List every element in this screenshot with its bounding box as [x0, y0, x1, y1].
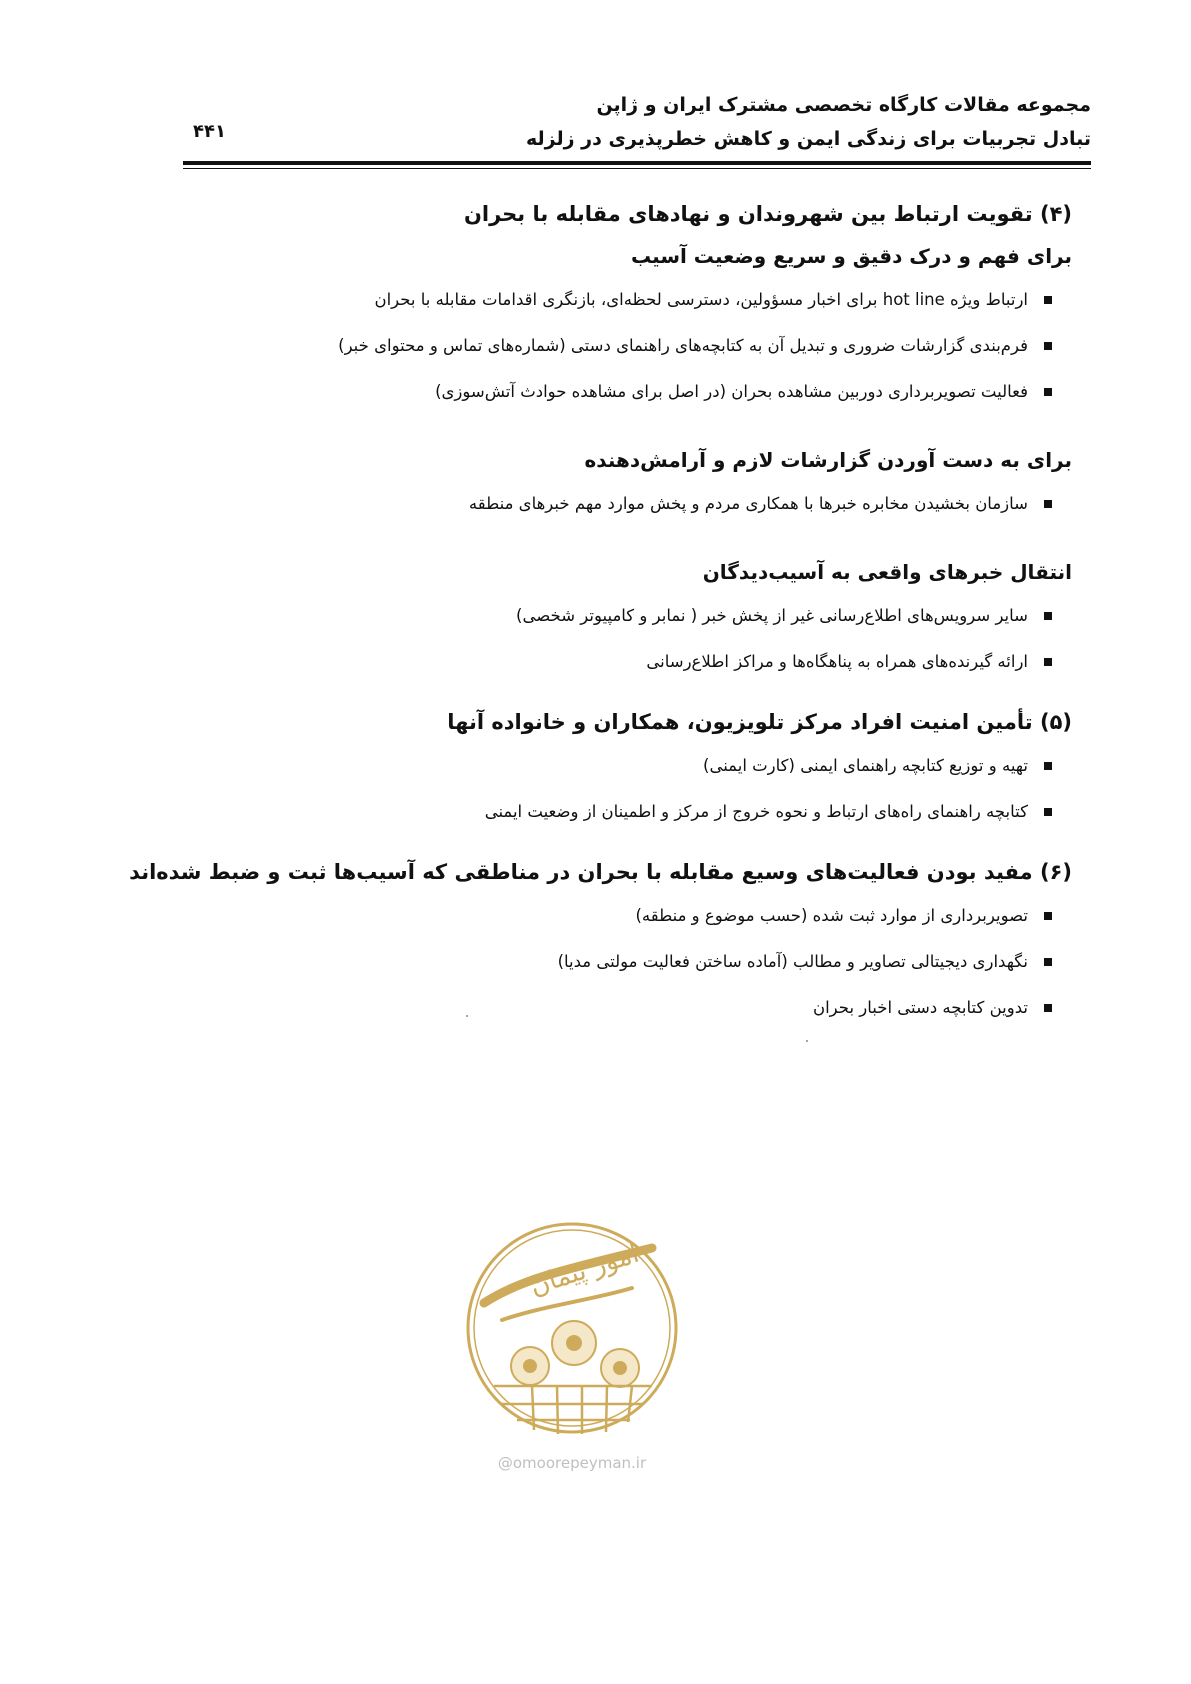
page-number: ۴۴۱ — [193, 121, 226, 142]
section-4-sub2-title: برای به دست آوردن گزارشات لازم و آرامش‌دهنده — [584, 448, 1072, 472]
scan-speck — [466, 1015, 468, 1017]
section-4-sub1-list — [260, 277, 1072, 415]
watermark-logo — [462, 1208, 682, 1498]
square-bullet-icon — [1044, 762, 1052, 770]
list-item: فعالیت تصویربرداری دوربین مشاهده بحران (در اصل برای مشاهده حوادث آتش‌سوزی) — [260, 369, 1052, 415]
list-item: تهیه و توزیع کتابچه راهنمای ایمنی (کارت ایمنی) — [260, 743, 1052, 789]
section-6-list — [260, 893, 1072, 1031]
header-rule-thick — [183, 161, 1091, 165]
square-bullet-icon — [1044, 612, 1052, 620]
watermark-url: @omoorepeyman.ir — [497, 1454, 647, 1472]
book-subtitle: تبادل تجربیات برای زندگی ایمن و کاهش خطرپذیری در زلزله — [526, 128, 1091, 150]
list-item: کتابچه راهنمای راه‌های ارتباط و نحوه خروج از مرکز و اطمینان از وضعیت ایمنی — [260, 789, 1052, 835]
list-item: ارائه گیرنده‌های همراه به پناهگاه‌ها و مراکز اطلاع‌رسانی — [260, 639, 1052, 685]
square-bullet-icon — [1044, 296, 1052, 304]
page-content — [129, 193, 1072, 1031]
scan-speck — [806, 1040, 808, 1042]
section-4-sub3-list — [260, 593, 1072, 685]
list-item: تدوین کتابچه دستی اخبار بحران — [260, 985, 1052, 1031]
square-bullet-icon — [1044, 658, 1052, 666]
list-item: تصویربرداری از موارد ثبت شده (حسب موضوع و منطقه) — [260, 893, 1052, 939]
section-5-list — [260, 743, 1072, 835]
square-bullet-icon — [1044, 958, 1052, 966]
section-4-heading: (۴) تقویت ارتباط بین شهروندان و نهادهای مقابله با بحران — [463, 202, 1072, 226]
list-item: نگهداری دیجیتالی تصاویر و مطالب (آماده ساختن فعالیت مولتی مدیا) — [260, 939, 1052, 985]
section-6-heading: (۶) مفید بودن فعالیت‌های وسیع مقابله با بحران در مناطقی که آسیب‌ها ثبت و ضبط شده‌اند — [129, 860, 1072, 884]
square-bullet-icon — [1044, 912, 1052, 920]
square-bullet-icon — [1044, 388, 1052, 396]
svg-text:امور پیمان: امور پیمان — [526, 1238, 643, 1303]
list-item: ارتباط ویژه hot line برای اخبار مسؤولین، دسترسی لحظه‌ای، بازنگری اقدامات مقابله با بحران — [260, 277, 1052, 323]
list-item: فرم‌بندی گزارشات ضروری و تبدیل آن به کتابچه‌های راهنمای دستی (شماره‌های تماس و محتوای خبر) — [260, 323, 1052, 369]
omoorepeyman-logo-icon — [462, 1208, 682, 1448]
square-bullet-icon — [1044, 808, 1052, 816]
book-title: مجموعه مقالات کارگاه تخصصی مشترک ایران و ژاپن — [596, 94, 1091, 116]
header-rule-thin — [183, 168, 1091, 169]
section-4-sub2-list — [260, 481, 1072, 527]
square-bullet-icon — [1044, 1004, 1052, 1012]
section-4-sub1-title: برای فهم و درک دقیق و سریع وضعیت آسیب — [630, 244, 1072, 268]
square-bullet-icon — [1044, 500, 1052, 508]
section-5-heading: (۵) تأمین امنیت افراد مرکز تلویزیون، همکاران و خانواده آنها — [447, 710, 1072, 734]
list-item: سازمان بخشیدن مخابره خبرها با همکاری مردم و پخش موارد مهم خبرهای منطقه — [260, 481, 1052, 527]
section-4-sub3-title: انتقال خبرهای واقعی به آسیب‌دیدگان — [702, 560, 1072, 584]
list-item: سایر سرویس‌های اطلاع‌رسانی غیر از پخش خبر ( نمابر و کامپیوتر شخصی) — [260, 593, 1052, 639]
square-bullet-icon — [1044, 342, 1052, 350]
page-header — [183, 88, 1091, 168]
